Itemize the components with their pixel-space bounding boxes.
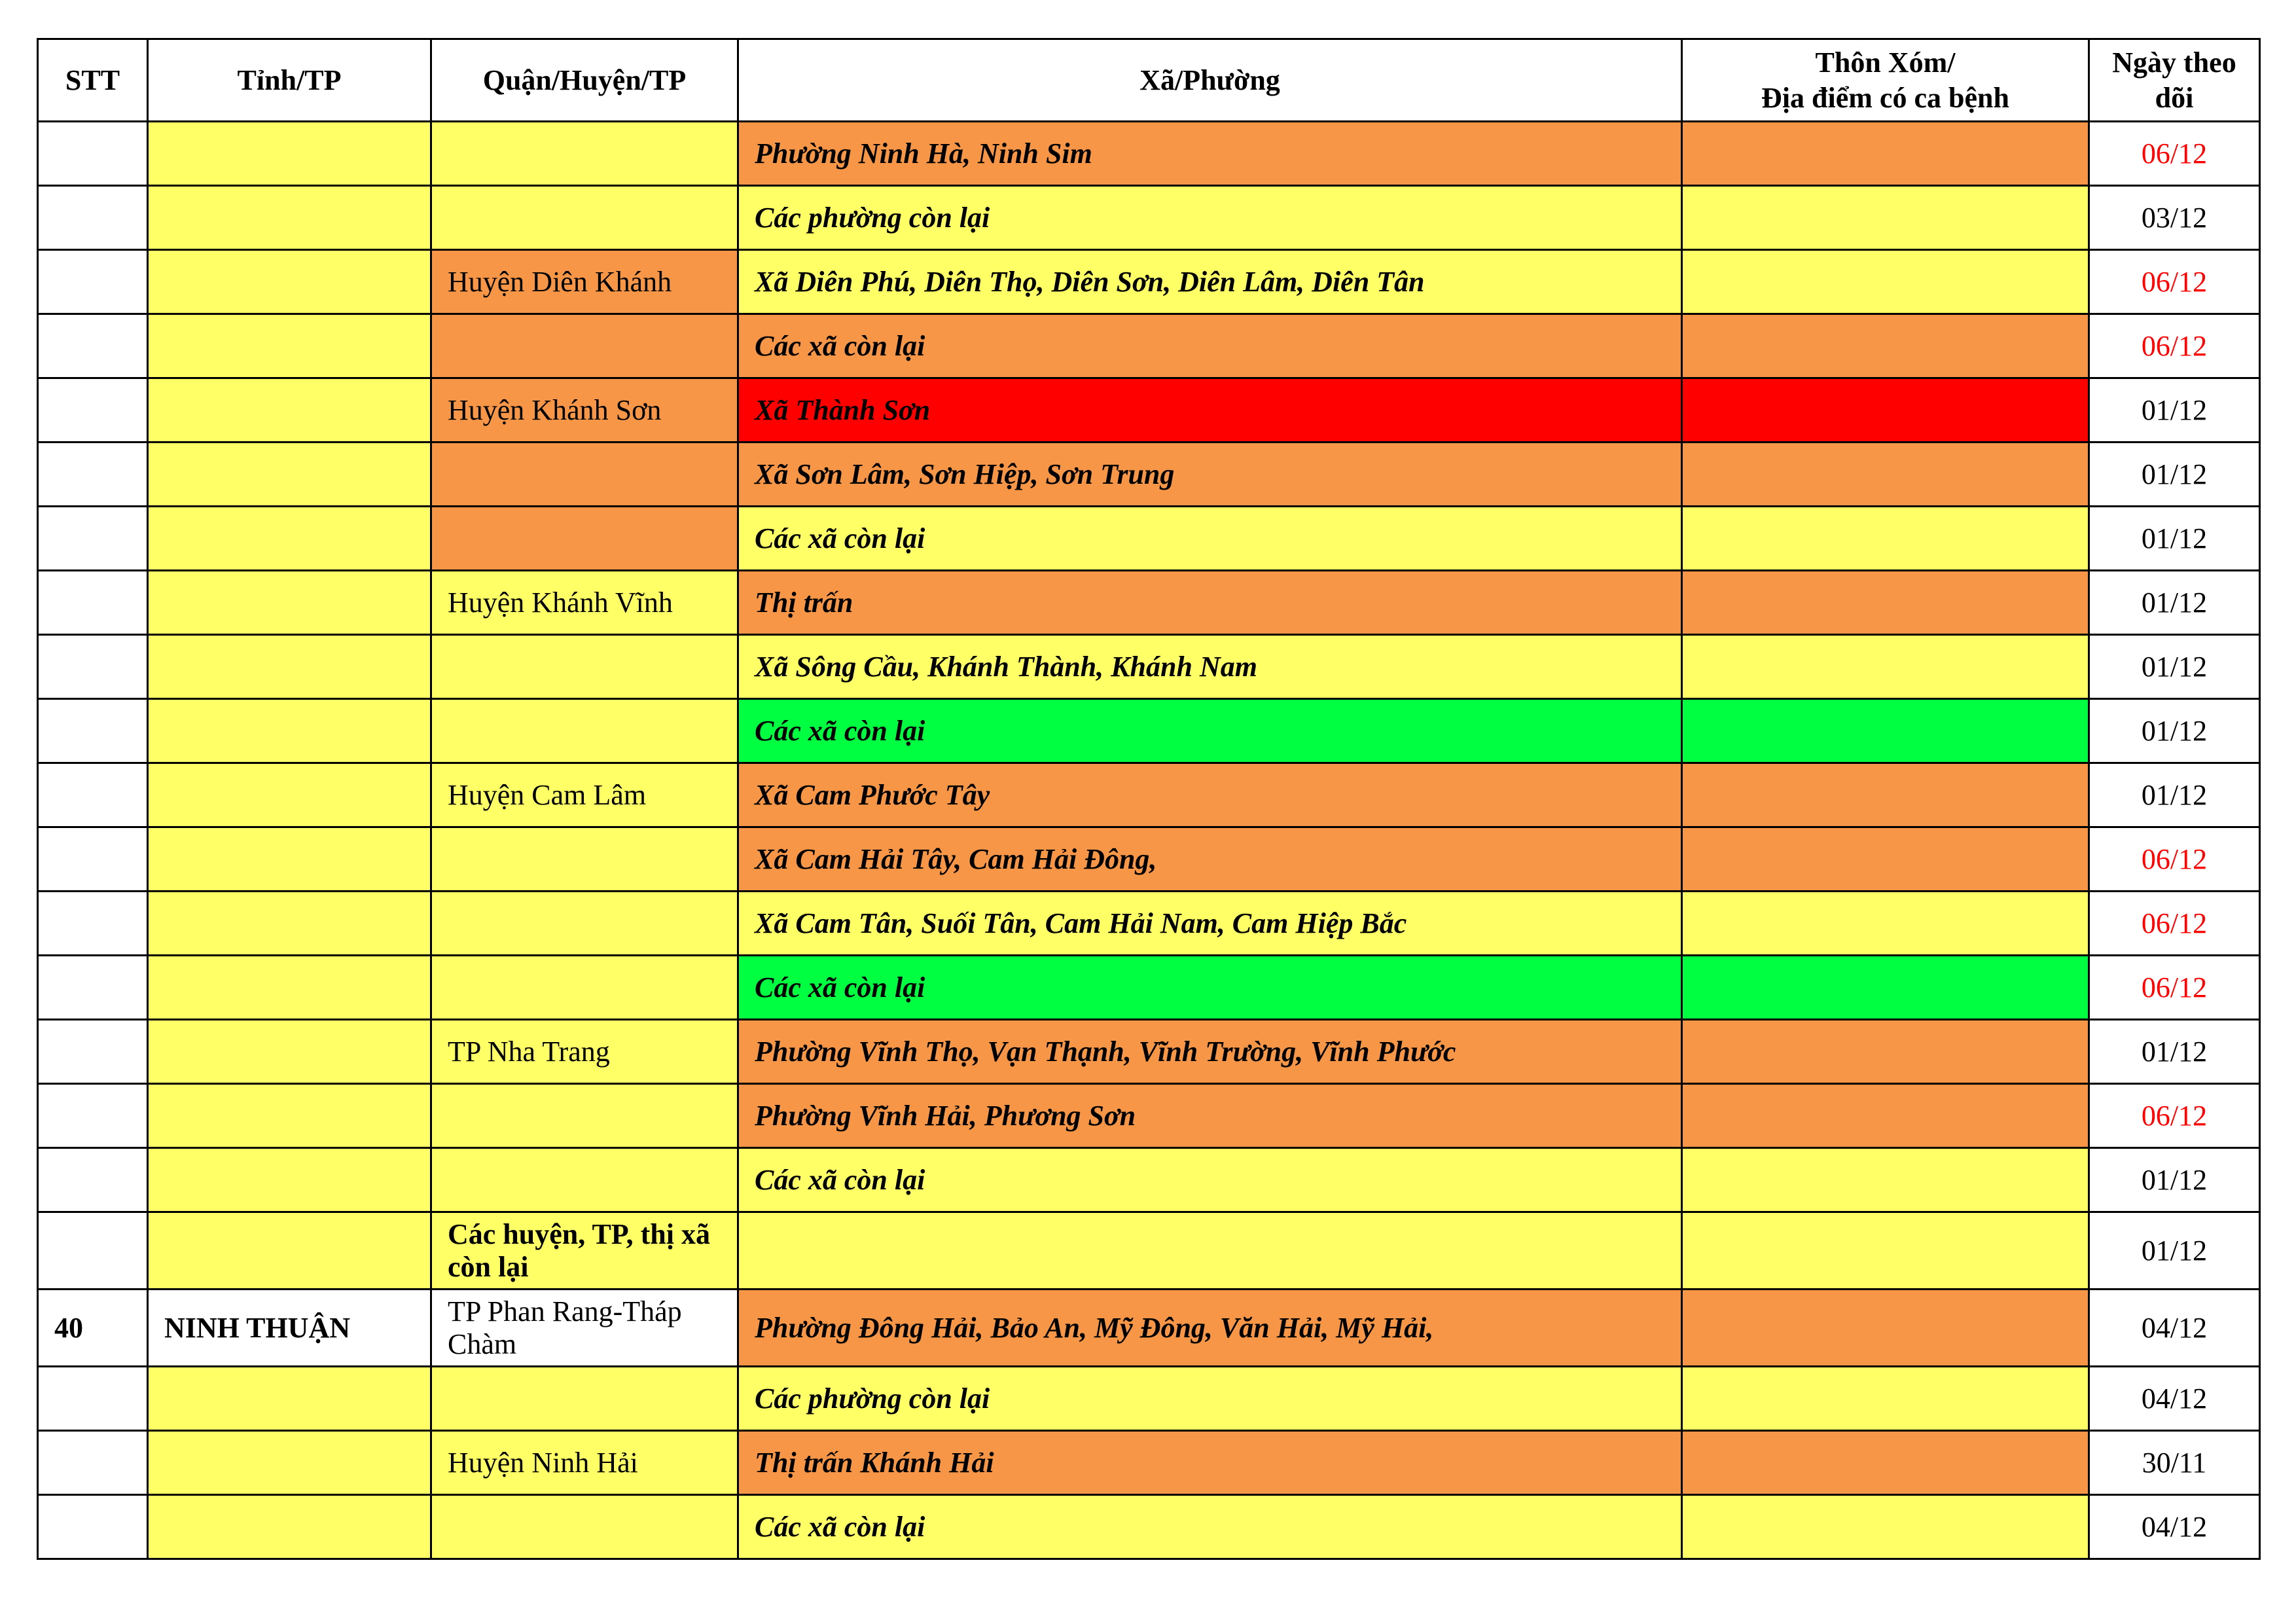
cell-province — [148, 635, 431, 699]
cell-province — [148, 699, 431, 763]
cell-province — [148, 378, 431, 442]
cell-hamlet — [1682, 1084, 2089, 1148]
cell-province — [148, 250, 431, 314]
cell-ward: Xã Sông Cầu, Khánh Thành, Khánh Nam — [738, 635, 1682, 699]
cell-ward: Các xã còn lại — [738, 507, 1682, 571]
cell-hamlet — [1682, 1495, 2089, 1559]
cell-date: 01/12 — [2089, 635, 2260, 699]
header-hamlet-line1: Thôn Xóm/ — [1815, 46, 1956, 79]
cell-stt — [38, 571, 148, 635]
risk-level-table — [37, 38, 2261, 1560]
cell-date: 04/12 — [2089, 1495, 2260, 1559]
cell-stt — [38, 442, 148, 507]
cell-hamlet — [1682, 186, 2089, 250]
table-row — [38, 1290, 2260, 1367]
cell-province — [148, 186, 431, 250]
cell-stt — [38, 892, 148, 956]
cell-date: 01/12 — [2089, 1020, 2260, 1084]
cell-date: 06/12 — [2089, 956, 2260, 1020]
cell-stt — [38, 1148, 148, 1212]
table-row — [38, 122, 2260, 186]
cell-stt — [38, 763, 148, 827]
cell-date: 01/12 — [2089, 763, 2260, 827]
cell-date: 06/12 — [2089, 250, 2260, 314]
cell-province — [148, 1431, 431, 1495]
cell-ward: Các xã còn lại — [738, 699, 1682, 763]
cell-hamlet — [1682, 635, 2089, 699]
cell-ward: Xã Diên Phú, Diên Thọ, Diên Sơn, Diên Lâm, Diên Tân — [738, 250, 1682, 314]
cell-stt — [38, 956, 148, 1020]
cell-ward: Xã Cam Hải Tây, Cam Hải Đông, — [738, 827, 1682, 892]
table-header-row — [38, 39, 2260, 122]
cell-date: 04/12 — [2089, 1290, 2260, 1367]
cell-district — [431, 314, 738, 378]
cell-district: Huyện Diên Khánh — [431, 250, 738, 314]
cell-stt — [38, 507, 148, 571]
table-row — [38, 1084, 2260, 1148]
cell-hamlet — [1682, 699, 2089, 763]
header-stt: STT — [38, 39, 148, 122]
cell-ward: Xã Cam Phước Tây — [738, 763, 1682, 827]
cell-date: 01/12 — [2089, 1212, 2260, 1290]
cell-province — [148, 122, 431, 186]
cell-district — [431, 635, 738, 699]
cell-stt — [38, 378, 148, 442]
cell-province — [148, 1367, 431, 1431]
header-ward: Xã/Phường — [738, 39, 1682, 122]
cell-ward — [738, 1212, 1682, 1290]
cell-district — [431, 699, 738, 763]
cell-stt — [38, 699, 148, 763]
cell-district — [431, 507, 738, 571]
cell-stt: 40 — [38, 1290, 148, 1367]
cell-province — [148, 571, 431, 635]
table-row — [38, 1431, 2260, 1495]
cell-hamlet — [1682, 827, 2089, 892]
cell-stt — [38, 1212, 148, 1290]
cell-date: 01/12 — [2089, 699, 2260, 763]
table-row — [38, 507, 2260, 571]
cell-date: 01/12 — [2089, 571, 2260, 635]
table-row — [38, 378, 2260, 442]
cell-date: 06/12 — [2089, 892, 2260, 956]
cell-stt — [38, 1431, 148, 1495]
cell-district: Huyện Khánh Sơn — [431, 378, 738, 442]
cell-district: TP Nha Trang — [431, 1020, 738, 1084]
table-row — [38, 635, 2260, 699]
cell-ward: Thị trấn — [738, 571, 1682, 635]
cell-district — [431, 827, 738, 892]
cell-province — [148, 1084, 431, 1148]
cell-province — [148, 763, 431, 827]
table-row — [38, 1495, 2260, 1559]
cell-district — [431, 1367, 738, 1431]
cell-province — [148, 1020, 431, 1084]
cell-ward: Các xã còn lại — [738, 956, 1682, 1020]
cell-ward: Phường Vĩnh Hải, Phương Sơn — [738, 1084, 1682, 1148]
cell-ward: Các xã còn lại — [738, 1148, 1682, 1212]
cell-ward: Các xã còn lại — [738, 314, 1682, 378]
cell-ward: Phường Vĩnh Thọ, Vạn Thạnh, Vĩnh Trường, Vĩnh Phước — [738, 1020, 1682, 1084]
cell-district: Huyện Ninh Hải — [431, 1431, 738, 1495]
cell-hamlet — [1682, 956, 2089, 1020]
cell-province — [148, 507, 431, 571]
table-row — [38, 1148, 2260, 1212]
cell-hamlet — [1682, 763, 2089, 827]
cell-province — [148, 892, 431, 956]
table-row — [38, 571, 2260, 635]
cell-stt — [38, 827, 148, 892]
cell-ward: Xã Thành Sơn — [738, 378, 1682, 442]
cell-district — [431, 1084, 738, 1148]
cell-hamlet — [1682, 892, 2089, 956]
cell-district — [431, 1148, 738, 1212]
cell-ward: Phường Ninh Hà, Ninh Sim — [738, 122, 1682, 186]
cell-stt — [38, 250, 148, 314]
cell-hamlet — [1682, 1431, 2089, 1495]
cell-stt — [38, 1020, 148, 1084]
cell-stt — [38, 1367, 148, 1431]
cell-stt — [38, 635, 148, 699]
cell-date: 06/12 — [2089, 314, 2260, 378]
cell-ward: Xã Cam Tân, Suối Tân, Cam Hải Nam, Cam Hiệp Bắc — [738, 892, 1682, 956]
cell-ward: Các phường còn lại — [738, 186, 1682, 250]
cell-district — [431, 122, 738, 186]
cell-province — [148, 1212, 431, 1290]
cell-district — [431, 186, 738, 250]
cell-date: 01/12 — [2089, 507, 2260, 571]
table-row — [38, 314, 2260, 378]
table-row — [38, 442, 2260, 507]
cell-district — [431, 892, 738, 956]
cell-hamlet — [1682, 1148, 2089, 1212]
cell-province — [148, 314, 431, 378]
cell-date: 01/12 — [2089, 1148, 2260, 1212]
header-district: Quận/Huyện/TP — [431, 39, 738, 122]
cell-date: 03/12 — [2089, 186, 2260, 250]
cell-stt — [38, 1084, 148, 1148]
header-hamlet-line2: Địa điểm có ca bệnh — [1761, 81, 2009, 114]
table-row — [38, 827, 2260, 892]
cell-hamlet — [1682, 507, 2089, 571]
cell-stt — [38, 314, 148, 378]
cell-hamlet — [1682, 571, 2089, 635]
cell-hamlet — [1682, 442, 2089, 507]
cell-ward: Thị trấn Khánh Hải — [738, 1431, 1682, 1495]
cell-hamlet — [1682, 378, 2089, 442]
header-province: Tỉnh/TP — [148, 39, 431, 122]
cell-district — [431, 442, 738, 507]
cell-hamlet — [1682, 1290, 2089, 1367]
cell-hamlet — [1682, 250, 2089, 314]
cell-ward: Các xã còn lại — [738, 1495, 1682, 1559]
table-row — [38, 250, 2260, 314]
cell-district: Các huyện, TP, thị xã còn lại — [431, 1212, 738, 1290]
cell-date: 06/12 — [2089, 122, 2260, 186]
cell-date: 01/12 — [2089, 442, 2260, 507]
cell-province — [148, 1495, 431, 1559]
cell-hamlet — [1682, 1020, 2089, 1084]
cell-ward: Xã Sơn Lâm, Sơn Hiệp, Sơn Trung — [738, 442, 1682, 507]
table-row — [38, 763, 2260, 827]
cell-province — [148, 956, 431, 1020]
table-row — [38, 186, 2260, 250]
cell-province — [148, 442, 431, 507]
table-row — [38, 892, 2260, 956]
cell-date: 04/12 — [2089, 1367, 2260, 1431]
cell-stt — [38, 186, 148, 250]
table-row — [38, 1367, 2260, 1431]
cell-hamlet — [1682, 1212, 2089, 1290]
cell-date: 06/12 — [2089, 1084, 2260, 1148]
table-row — [38, 956, 2260, 1020]
cell-district — [431, 956, 738, 1020]
cell-stt — [38, 1495, 148, 1559]
cell-district: TP Phan Rang-Tháp Chàm — [431, 1290, 738, 1367]
header-hamlet — [1682, 39, 2089, 122]
cell-stt — [38, 122, 148, 186]
cell-hamlet — [1682, 314, 2089, 378]
header-date: Ngày theo dõi — [2089, 39, 2260, 122]
table-row — [38, 1212, 2260, 1290]
cell-province — [148, 827, 431, 892]
table-row — [38, 1020, 2260, 1084]
cell-date: 01/12 — [2089, 378, 2260, 442]
cell-district: Huyện Khánh Vĩnh — [431, 571, 738, 635]
cell-district — [431, 1495, 738, 1559]
table-row — [38, 699, 2260, 763]
cell-hamlet — [1682, 1367, 2089, 1431]
cell-district: Huyện Cam Lâm — [431, 763, 738, 827]
cell-hamlet — [1682, 122, 2089, 186]
cell-ward: Phường Đông Hải, Bảo An, Mỹ Đông, Văn Hải, Mỹ Hải, — [738, 1290, 1682, 1367]
cell-date: 30/11 — [2089, 1431, 2260, 1495]
cell-ward: Các phường còn lại — [738, 1367, 1682, 1431]
cell-province: NINH THUẬN — [148, 1290, 431, 1367]
cell-date: 06/12 — [2089, 827, 2260, 892]
cell-province — [148, 1148, 431, 1212]
